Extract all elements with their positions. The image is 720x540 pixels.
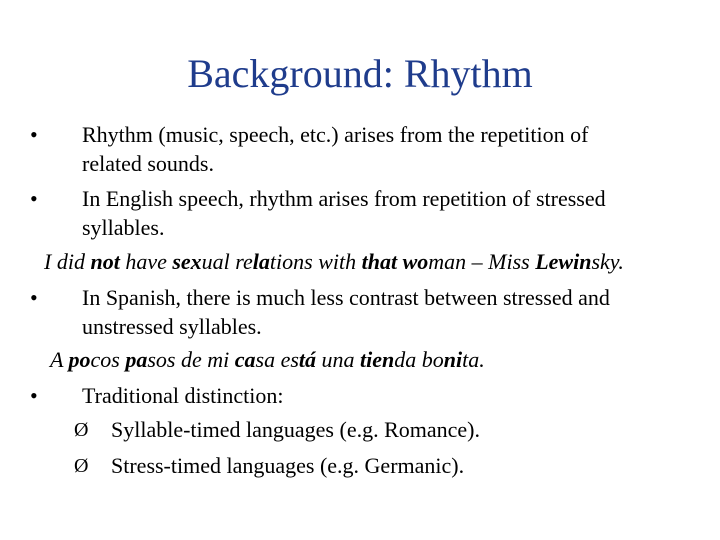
spanish-example-stressed: tá (298, 347, 317, 372)
bullet-3-marker: • (30, 285, 38, 310)
english-example-segment: ual re (201, 249, 253, 274)
bullet-4-line-1: Traditional distinction: (82, 383, 284, 408)
spanish-example-sentence (50, 345, 485, 375)
bullet-4-marker: • (30, 383, 38, 408)
bullet-1-line-2: related sounds. (82, 151, 214, 176)
bullet-1-line-1: Rhythm (music, speech, etc.) arises from the repetition of (82, 122, 589, 147)
spanish-example-stressed: ni (443, 347, 463, 372)
english-example-stressed: that (361, 249, 398, 274)
spanish-example-segment: cos (90, 347, 126, 372)
arrow-bullet-icon: Ø (74, 419, 89, 441)
english-example-stressed: la (252, 249, 270, 274)
bullet-2-line-2: syllables. (82, 215, 165, 240)
spanish-example-segment: sos de mi (147, 347, 235, 372)
bullet-1-marker: • (30, 122, 38, 147)
bullet-3-line-1: In Spanish, there is much less contrast between stressed and (82, 285, 610, 310)
bullet-2-line-1: In English speech, rhythm arises from repetition of stressed (82, 186, 606, 211)
spanish-example-stressed: pa (125, 347, 148, 372)
bullet-3-line-2: unstressed syllables. (82, 314, 262, 339)
sub-item-stress-timed: Stress-timed languages (e.g. Germanic). (111, 453, 465, 478)
english-example-segment: tions with (269, 249, 362, 274)
spanish-example-segment: A (50, 347, 69, 372)
slide-title: Background: Rhythm (187, 51, 533, 96)
bullet-2-marker: • (30, 186, 38, 211)
spanish-example-segment: una (316, 347, 361, 372)
spanish-example-segment: da bo (394, 347, 444, 372)
spanish-example-segment: ta. (462, 347, 485, 372)
sub-item-syllable-timed: Syllable-timed languages (e.g. Romance). (111, 417, 480, 442)
arrow-bullet-icon: Ø (74, 455, 89, 477)
english-example-stressed: sex (172, 249, 202, 274)
english-example-segment: sky. (591, 249, 624, 274)
spanish-example-stressed: ca (234, 347, 256, 372)
english-example-segment: I did (44, 249, 91, 274)
spanish-example-stressed: tien (360, 347, 395, 372)
spanish-example-stressed: po (68, 347, 91, 372)
spanish-example-segment: sa es (255, 347, 299, 372)
english-example-stressed: Lewin (535, 249, 592, 274)
english-example-sentence (44, 247, 624, 277)
english-example-segment: have (119, 249, 173, 274)
english-example-stressed: not (90, 249, 120, 274)
english-example-segment: man – Miss (428, 249, 536, 274)
english-example-stressed: wo (402, 249, 429, 274)
